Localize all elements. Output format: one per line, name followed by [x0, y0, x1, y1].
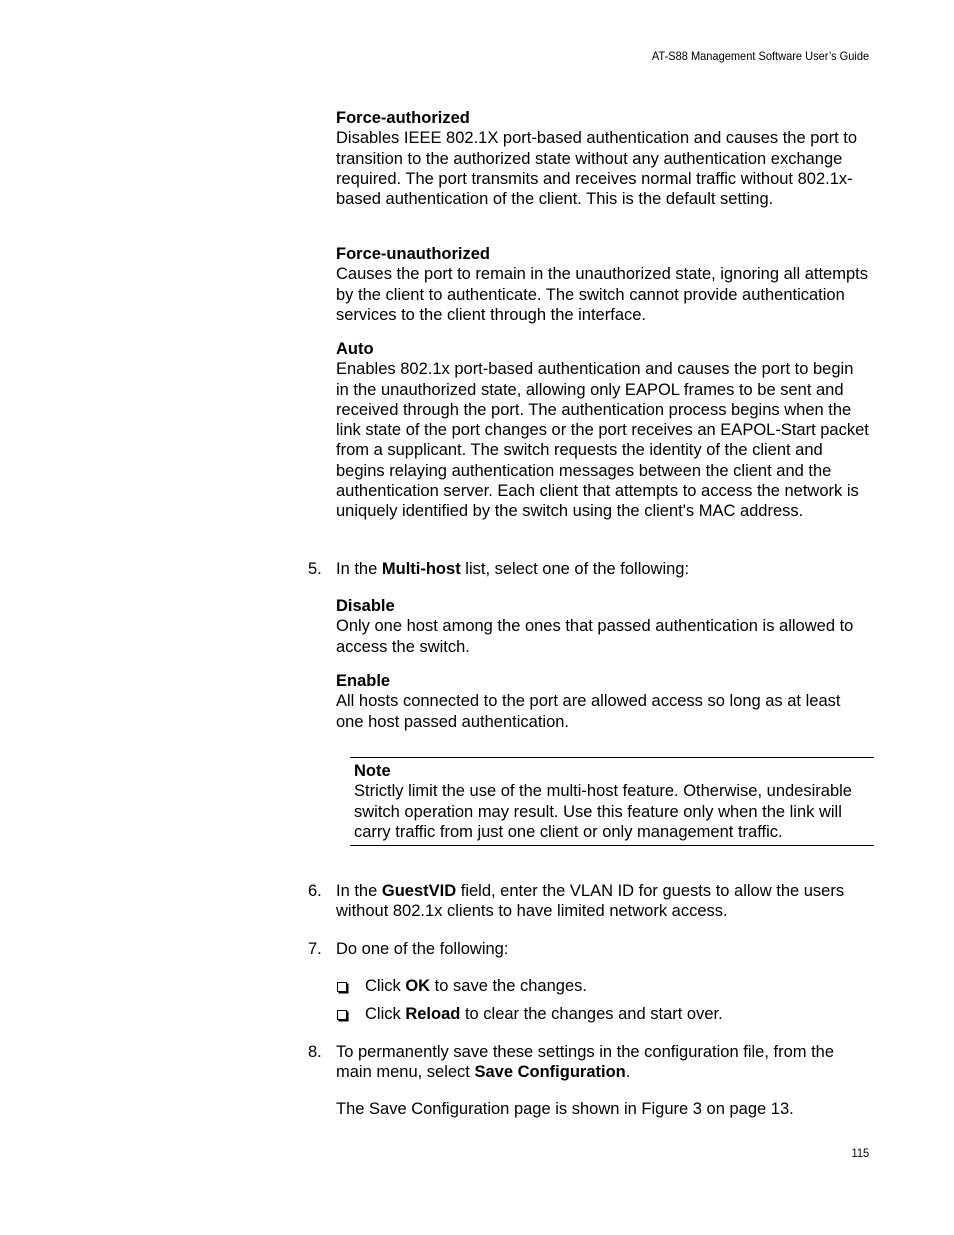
definition-force-unauthorized: [336, 244, 870, 325]
page-number: 115: [851, 1146, 869, 1160]
step-text: [336, 559, 874, 579]
bullet-text-part: Click: [365, 1005, 406, 1023]
step-text-part: .: [625, 1063, 631, 1082]
definition-term: Disable: [336, 597, 395, 615]
step-number: 8.: [308, 1043, 322, 1061]
step-number: 6.: [308, 882, 322, 900]
definition-text: Enables 802.1x port-based authentication and causes the port to begin in the unauthorized state, allowing only EAPOL frames to be sent and received through the port. The authentication process begins when the link state of the port changes or the port receives an EAPOL-Start packet from a supplicant. The switch requests the identity of the client and begins relaying authentication messages between the client and the authentication server. Each client that attempts to access the network is uniquely identified by the switch using the client's MAC address.: [336, 360, 869, 521]
definition-force-authorized: [336, 108, 870, 209]
definition-text: Disables IEEE 802.1X port-based authentication and causes the port to transition to the authorized state without any authentication exchange required. The port transmits and receives normal traffic without 802.1x-based authentication of the client. This is the default setting.: [336, 129, 857, 209]
definition-term: Force-unauthorized: [336, 245, 491, 263]
definition-term: Auto: [336, 340, 374, 358]
step-keyword: Save Configuration: [474, 1063, 626, 1082]
bullet-text-part: Click: [365, 977, 406, 995]
step-6: [308, 881, 874, 922]
definition-text: Causes the port to remain in the unauthorized state, ignoring all attempts by the client to authenticate. The switch cannot provide authentication services to the client through the interface.: [336, 265, 868, 324]
step-7: [308, 939, 874, 959]
bullet-item: [336, 1004, 723, 1024]
step-8: [308, 1042, 874, 1083]
step-keyword: GuestVID: [381, 882, 457, 900]
definition-auto: [336, 339, 870, 522]
step-text-part: field, enter the VLAN ID for guests to allow the users without 802.1x clients to have limited network access.: [336, 882, 845, 921]
checkbox-bullet-icon: [337, 1010, 347, 1020]
bullet-keyword: OK: [405, 977, 431, 995]
definition-term: Force-authorized: [336, 109, 470, 127]
definition-text: Only one host among the ones that passed authentication is allowed to access the switch.: [336, 617, 854, 656]
definition-term: Enable: [336, 672, 391, 690]
note-label: Note: [354, 762, 391, 780]
bullet-keyword: Reload: [405, 1005, 461, 1023]
note-text: Strictly limit the use of the multi-host feature. Otherwise, undesirable switch operation may result. Use this feature only when the link will carry traffic from just one client or only management traffic.: [354, 782, 852, 841]
step-number: 5.: [308, 560, 322, 578]
step-number: 7.: [308, 940, 322, 958]
bullet-text-part: to clear the changes and start over.: [460, 1005, 723, 1023]
checkbox-bullet-icon: [337, 982, 347, 992]
step-text-part: list, select one of the following:: [460, 560, 690, 578]
step-text-part: In the: [336, 882, 382, 900]
step-text-part: To permanently save these settings in the configuration file, from the main menu, select: [336, 1043, 835, 1082]
running-header: AT-S88 Management Software User’s Guide: [651, 49, 869, 63]
step-text: Do one of the following:: [336, 940, 509, 958]
bullet-text-part: to save the changes.: [430, 977, 587, 995]
closing-paragraph: The Save Configuration page is shown in Figure 3 on page 13.: [336, 1100, 794, 1118]
definition-text: All hosts connected to the port are allowed access so long as at least one host passed authentication.: [336, 692, 841, 731]
step-5: [308, 559, 874, 579]
step-text-part: In the: [336, 560, 382, 578]
note-box: [350, 757, 874, 846]
definition-enable: [336, 671, 870, 732]
step-text: [336, 881, 874, 922]
definition-disable: [336, 596, 870, 657]
step-keyword: Multi-host: [381, 560, 461, 578]
step-text: [336, 1042, 874, 1083]
bullet-item: [336, 976, 587, 996]
bullet-text: [365, 977, 587, 995]
bullet-text: [365, 1005, 723, 1023]
